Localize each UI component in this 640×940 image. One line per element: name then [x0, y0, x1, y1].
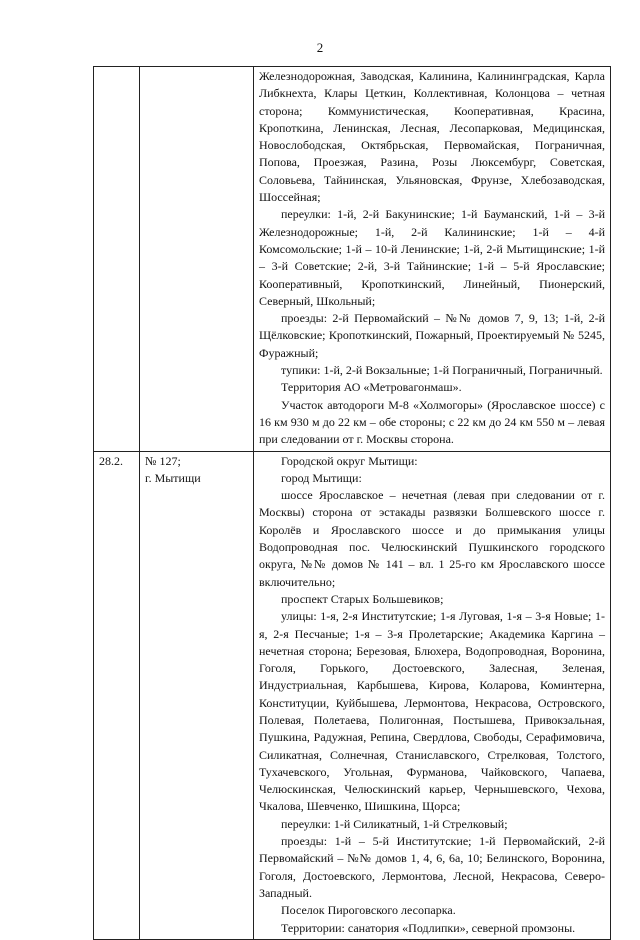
row-number-cell [94, 67, 140, 452]
description-paragraph: Городской округ Мытищи: [281, 453, 418, 468]
description-paragraph: Участок автодороги М-8 «Холмогоры» (Ярославское шоссе) с 16 км 930 м до 22 км – обе стороны; с 22 км до 24 км 550 м – левая при следовании от г. Москвы сторона. [259, 397, 605, 447]
district-cell [140, 451, 254, 939]
description-paragraph: шоссе Ярославское – нечетная (левая при следовании от г. Москвы) сторона от эстакады развязки Болшевского шоссе г. Королёв и Ярославского шоссе и до примыкания улицы Водопроводная пос. Челюскинский Пушкинского городского округа, №№ домов № 141 – вл. 1 25-го км Ярославского шоссе включительно; [259, 488, 605, 589]
description-paragraph: переулки: 1-й Силикатный, 1-й Стрелковый; [281, 816, 508, 831]
description-paragraph: проезды: 1-й – 5-й Институтские; 1-й Первомайский, 2-й Первомайский – №№ домов 1, 4, 6, 6а, 10; Белинского, Воронина, Гоголя, Достоевского, Лермонтова, Лесной, Некрасова, Северо-Западный. [259, 834, 605, 900]
description-cell [254, 67, 611, 452]
description-paragraph: Территория АО «Метровагонмаш». [281, 380, 462, 395]
description-paragraph: Железнодорожная, Заводская, Калинина, Калининградская, Карла Либкнехта, Клары Цеткин, Коллективная, Колонцова – четная сторона; Коммунистическая, Кооперативная, Красина, Кропоткина, Ленинская, Лесная, Лесопарковая, Медицинская, Новослободская, Октябрьская, Первомайская, Пограничная, Попова, Проезжая, Разина, Розы Люксембург, Советская, Соловьева, Тайнинская, Ульяновская, Фрунзе, Хлебозаводская, Шоссейная; [259, 69, 605, 205]
district-label: № 127; г. Мытищи [145, 453, 201, 485]
description-paragraph: Поселок Пироговского лесопарка. [281, 903, 456, 918]
table-row [94, 451, 611, 939]
description-cell [254, 451, 611, 939]
table-row [94, 67, 611, 452]
description-paragraph: Территории: санатория «Подлипки», северной промзоны. [281, 920, 576, 935]
description-paragraph: проезды: 2-й Первомайский – №№ домов 7, 9, 13; 1-й, 2-й Щёлковские; Кропоткинский, Пожарный, Проектируемый № 5245, Фуражный; [259, 311, 605, 360]
description-paragraph: улицы: 1-я, 2-я Институтские; 1-я Луговая, 1-я – 3-я Новые; 1-я, 2-я Песчаные; 1-я – 3-я Пролетарские; Академика Каргина – нечетная сторона; Березовая, Блюхера, Водопроводная, Воронина, Гоголя, Горького, Достоевского, Залесная, Зеленая, Индустриальная, Карбышева, Кирова, Коларова, Коминтерна, Конституции, Куйбышева, Лермонтова, Некрасова, Островского, Полевая, Полетаева, Полигонная, Постышева, Привокзальная, Пушкина, Радужная, Репина, Свердлова, Свободы, Серафимовича, Силикатная, Солнечная, Станиславского, Стрелковая, Толстого, Тухачевского, Угольная, Фурманова, Чайковского, Чапаева, Челюскинская, Челюскинский карьер, Чернышевского, Чехова, Чкалова, Шевченко, Шишкина, Щорса; [259, 609, 605, 814]
description-paragraph: город Мытищи: [281, 470, 362, 485]
district-cell [140, 67, 254, 452]
row-number-cell: 28.2. [94, 451, 140, 939]
description-paragraph: тупики: 1-й, 2-й Вокзальные; 1-й Пограничный, Пограничный. [281, 363, 603, 378]
description-paragraph: проспект Старых Большевиков; [281, 591, 444, 606]
page-number: 2 [316, 40, 324, 55]
description-paragraph: переулки: 1-й, 2-й Бакунинские; 1-й Бауманский, 1-й – 3-й Железнодорожные; 1-й, 2-й Калининские; 1-й – 4-й Комсомольские; 1-й – 10-й Ленинские; 1-й, 2-й Мытищинские; 1-й – 3-й Советские; 2-й, 3-й Тайнинские; 1-й – 5-й Ярославские; Кооперативный, Кропоткинский, Линейный, Пионерский, Северный, Школьный; [259, 207, 605, 308]
districts-table [93, 66, 611, 940]
